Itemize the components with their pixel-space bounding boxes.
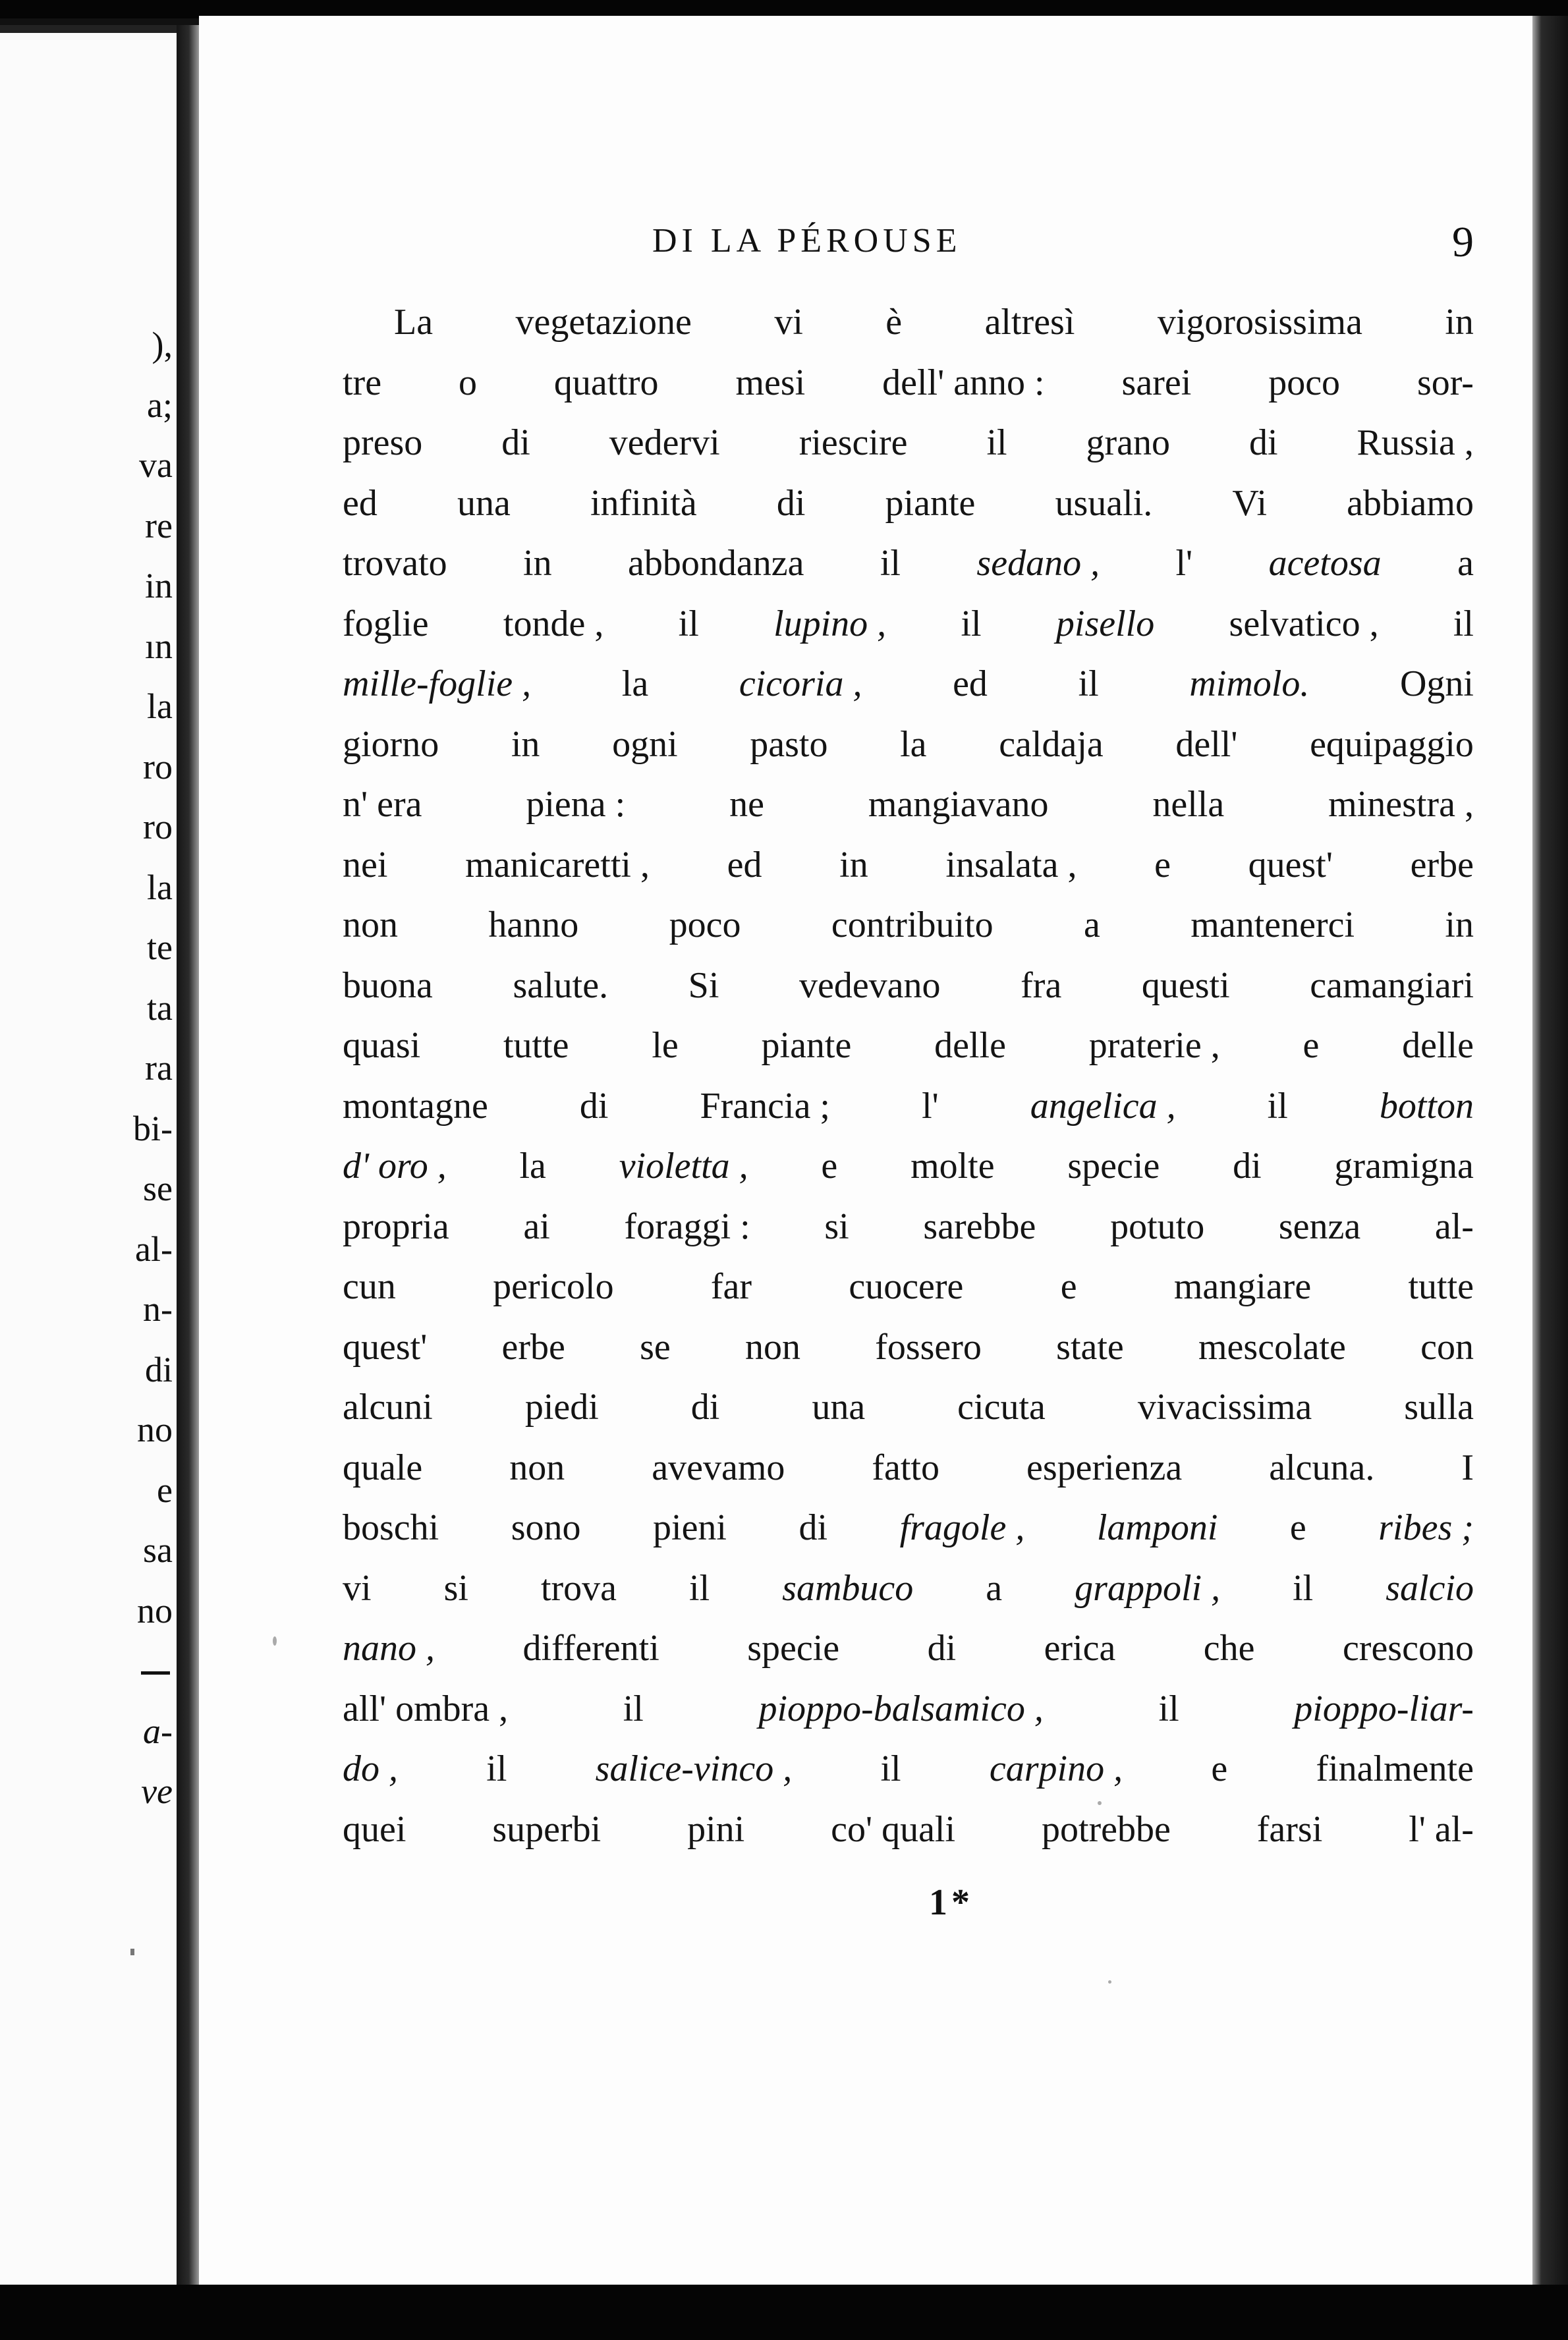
- word: a: [986, 1567, 1003, 1609]
- italic-word: cicoria ,: [739, 663, 862, 704]
- body-text: [343, 292, 1474, 1860]
- word: ne: [729, 784, 764, 825]
- italic-word: ribes ;: [1378, 1507, 1474, 1548]
- word: molte: [910, 1146, 995, 1186]
- word: l': [922, 1085, 939, 1127]
- text-line: [343, 1016, 1474, 1076]
- word: pieni: [653, 1507, 727, 1548]
- word: specie: [747, 1628, 840, 1669]
- word: e: [1211, 1748, 1228, 1789]
- italic-word: angelica ,: [1030, 1085, 1176, 1127]
- page-right-edge: [1532, 16, 1568, 2285]
- word: manicaretti ,: [465, 844, 650, 885]
- previous-page: [0, 25, 177, 2285]
- word: di: [501, 422, 530, 463]
- word: ogni: [612, 723, 678, 765]
- word: trovato: [343, 543, 447, 584]
- word: delle: [934, 1025, 1006, 1066]
- running-title: DI LA PÉROUSE: [652, 222, 962, 260]
- fragment: sa: [143, 1530, 173, 1570]
- fragment: a-: [143, 1711, 173, 1751]
- word: farsi: [1256, 1808, 1323, 1850]
- word: poco: [1268, 362, 1341, 403]
- word: altresì: [984, 302, 1075, 343]
- word: erbe: [1410, 844, 1474, 885]
- word: tonde ,: [503, 603, 604, 644]
- text-line: [343, 654, 1474, 715]
- word: superbi: [492, 1808, 602, 1850]
- word: trova: [540, 1567, 617, 1609]
- word: grano: [1086, 422, 1171, 463]
- text-line: [343, 1438, 1474, 1499]
- word: Francia ;: [700, 1085, 830, 1127]
- word: I: [1461, 1447, 1474, 1488]
- italic-word: pisello: [1055, 603, 1155, 644]
- word: il: [623, 1688, 644, 1729]
- text-line: [343, 1136, 1474, 1197]
- word: non: [744, 1326, 800, 1368]
- fragment: re: [145, 505, 173, 545]
- word: nella: [1152, 784, 1225, 825]
- word: il: [880, 1748, 901, 1789]
- word: ed: [343, 482, 378, 524]
- text-line: [343, 1559, 1474, 1619]
- italic-word: salcio: [1386, 1567, 1474, 1609]
- fragment: ),: [152, 325, 173, 364]
- fragment: ra: [145, 1048, 173, 1088]
- word: mangiare: [1173, 1266, 1312, 1307]
- word: erbe: [501, 1326, 565, 1368]
- word: il: [880, 543, 901, 584]
- word: vivacissima: [1137, 1387, 1312, 1428]
- text-line: [343, 775, 1474, 835]
- word: con: [1420, 1326, 1474, 1368]
- fragment: e: [157, 1470, 173, 1510]
- ink-speck: [273, 1636, 277, 1646]
- text-line: [343, 413, 1474, 474]
- word: tutte: [503, 1025, 569, 1066]
- word: sulla: [1404, 1387, 1474, 1428]
- text-line: [343, 353, 1474, 414]
- word: quale: [343, 1447, 423, 1488]
- word: n' era: [343, 784, 422, 825]
- text-line: [343, 1800, 1474, 1860]
- text-line: [343, 715, 1474, 775]
- word: vi: [343, 1567, 372, 1609]
- italic-word: acetosa: [1268, 543, 1382, 584]
- text-line: [343, 895, 1474, 956]
- word: che: [1203, 1628, 1255, 1669]
- word: quasi: [343, 1025, 421, 1066]
- word: di: [579, 1085, 609, 1127]
- italic-word: sambuco: [782, 1567, 914, 1609]
- word: sor-: [1416, 362, 1474, 403]
- fragment: ta: [147, 988, 173, 1028]
- word: quest': [1248, 844, 1333, 885]
- word: insalata ,: [945, 844, 1077, 885]
- word: di: [1249, 422, 1278, 463]
- word: fatto: [872, 1447, 939, 1488]
- word: e: [1154, 844, 1171, 885]
- word: alcuna.: [1269, 1447, 1375, 1488]
- word: fossero: [875, 1326, 982, 1368]
- word: fra: [1021, 964, 1062, 1006]
- word: al-: [1434, 1206, 1474, 1247]
- word: preso: [343, 422, 423, 463]
- text-line: [343, 1378, 1474, 1438]
- word: infinità: [590, 482, 697, 524]
- signature-mark: 1*: [929, 1882, 974, 1923]
- word: il: [1293, 1567, 1314, 1609]
- text-line: [343, 835, 1474, 896]
- word: pasto: [750, 723, 828, 765]
- word: ed: [953, 663, 988, 704]
- word: La: [394, 302, 434, 343]
- word: se: [640, 1326, 671, 1368]
- italic-word: grappoli ,: [1075, 1567, 1221, 1609]
- word: buona: [343, 964, 433, 1006]
- word: piedi: [524, 1387, 599, 1428]
- word: abbondanza: [628, 543, 804, 584]
- italic-word: violetta ,: [619, 1146, 748, 1186]
- ink-speck: [130, 1949, 134, 1955]
- word: quest': [343, 1326, 428, 1368]
- italic-word: carpino ,: [989, 1748, 1123, 1789]
- word: caldaja: [999, 723, 1104, 765]
- word: minestra ,: [1328, 784, 1474, 825]
- text-line: [343, 594, 1474, 655]
- word: delle: [1402, 1025, 1474, 1066]
- word: crescono: [1342, 1628, 1474, 1669]
- italic-word: pioppo-balsamico ,: [758, 1688, 1044, 1729]
- word: mescolate: [1198, 1326, 1346, 1368]
- word: alcuni: [343, 1387, 433, 1428]
- italic-word: lamponi: [1096, 1507, 1218, 1548]
- word: mesi: [735, 362, 806, 403]
- word: la: [519, 1146, 546, 1186]
- word: dell': [1175, 723, 1238, 765]
- word: il: [1453, 603, 1474, 644]
- word: co' quali: [831, 1808, 956, 1850]
- word: foglie: [343, 603, 429, 644]
- word: selvatico ,: [1229, 603, 1379, 644]
- word: si: [824, 1206, 849, 1247]
- word: il: [986, 422, 1007, 463]
- word: foraggi :: [624, 1206, 750, 1247]
- word: l': [1175, 543, 1193, 584]
- word: in: [523, 543, 552, 584]
- word: piante: [885, 482, 976, 524]
- fragment: se: [143, 1169, 173, 1208]
- text-line: [343, 1619, 1474, 1679]
- word: specie: [1067, 1146, 1160, 1186]
- footnote-rule: [94, 1641, 173, 1702]
- italic-word: nano ,: [343, 1628, 435, 1669]
- word: sarebbe: [923, 1206, 1036, 1247]
- word: poco: [669, 905, 741, 945]
- word: la: [900, 723, 927, 765]
- word: a: [1084, 905, 1100, 945]
- text-line: [343, 534, 1474, 594]
- word: a: [1457, 543, 1474, 584]
- italic-word: botton: [1379, 1085, 1474, 1127]
- fragment: in: [144, 566, 173, 605]
- word: il: [961, 603, 982, 644]
- word: una: [812, 1387, 866, 1428]
- fragment: al-: [135, 1229, 173, 1269]
- fragment: n-: [143, 1289, 173, 1329]
- page-header: [199, 217, 1474, 270]
- word: gramigna: [1334, 1146, 1474, 1186]
- word: non: [343, 905, 398, 945]
- word: e: [1302, 1025, 1320, 1066]
- fragment: bi-: [133, 1108, 173, 1148]
- word: piante: [761, 1025, 852, 1066]
- word: di: [690, 1387, 720, 1428]
- word: tre: [343, 362, 382, 403]
- word: piena :: [526, 784, 626, 825]
- word: vedevano: [798, 964, 941, 1006]
- ink-speck: [1108, 1980, 1111, 1984]
- word: riescire: [798, 422, 908, 463]
- word: vegetazione: [515, 302, 692, 343]
- word: avevamo: [652, 1447, 785, 1488]
- italic-word: fragole ,: [899, 1507, 1025, 1548]
- word: mantenerci: [1190, 905, 1355, 945]
- word: in: [839, 844, 868, 885]
- text-line: [343, 1257, 1474, 1318]
- word: Si: [688, 964, 719, 1006]
- page-number: 9: [1452, 218, 1474, 266]
- word: di: [798, 1507, 828, 1548]
- fragment: no: [137, 1410, 173, 1449]
- word: la: [621, 663, 649, 704]
- word: senza: [1278, 1206, 1361, 1247]
- word: di: [1233, 1146, 1262, 1186]
- word: giorno: [343, 723, 439, 765]
- word: erica: [1044, 1628, 1116, 1669]
- word: Vi: [1232, 482, 1268, 524]
- word: non: [509, 1447, 565, 1488]
- word: vi: [774, 302, 803, 343]
- word: vedervi: [609, 422, 720, 463]
- word: equipaggio: [1310, 723, 1474, 765]
- word: cun: [343, 1266, 396, 1307]
- word: pini: [687, 1808, 745, 1850]
- italic-word: pioppo-liar-: [1294, 1688, 1474, 1729]
- word: esperienza: [1026, 1447, 1183, 1488]
- fragment: ın: [144, 626, 173, 666]
- previous-page-top-edge: [0, 25, 177, 33]
- text-line: [343, 1197, 1474, 1258]
- fragment: a;: [147, 385, 173, 425]
- word: in: [1445, 302, 1474, 343]
- italic-word: do ,: [343, 1748, 398, 1789]
- word: nei: [343, 844, 388, 885]
- word: camangiari: [1310, 964, 1474, 1006]
- word: e: [1289, 1507, 1306, 1548]
- word: far: [710, 1266, 752, 1307]
- text-line: [343, 956, 1474, 1017]
- word: l' al-: [1409, 1808, 1474, 1850]
- word: sono: [511, 1507, 581, 1548]
- word: Russia ,: [1357, 422, 1474, 463]
- italic-word: mimolo.: [1189, 663, 1310, 704]
- text-line: [343, 1076, 1474, 1137]
- word: salute.: [513, 964, 609, 1006]
- word: il: [486, 1748, 507, 1789]
- italic-word: lupino ,: [773, 603, 887, 644]
- word: mangiavano: [868, 784, 1049, 825]
- text-line: [343, 474, 1474, 534]
- word: e: [821, 1146, 838, 1186]
- current-page: [199, 16, 1532, 2285]
- fragment: no: [137, 1590, 173, 1630]
- word: è: [885, 302, 903, 343]
- fragment: va: [139, 445, 173, 485]
- word: cuocere: [849, 1266, 964, 1307]
- word: ed: [727, 844, 762, 885]
- word: contribuito: [831, 905, 994, 945]
- word: differenti: [522, 1628, 659, 1669]
- word: di: [776, 482, 806, 524]
- word: una: [457, 482, 511, 524]
- word: sarei: [1121, 362, 1192, 403]
- italic-word: sedano ,: [976, 543, 1100, 584]
- italic-word: d' oro ,: [343, 1146, 447, 1186]
- word: il: [1267, 1085, 1288, 1127]
- word: in: [1445, 905, 1474, 945]
- word: usuali.: [1055, 482, 1153, 524]
- word: hanno: [488, 905, 579, 945]
- word: potuto: [1110, 1206, 1205, 1247]
- text-line: [343, 1739, 1474, 1800]
- word: in: [511, 723, 540, 765]
- ink-speck: [1098, 1801, 1102, 1805]
- word: abbiamo: [1347, 482, 1474, 524]
- word: ai: [523, 1206, 550, 1247]
- scan-bottom-border: [0, 2285, 1568, 2340]
- word: state: [1056, 1326, 1124, 1368]
- italic-word: mille-foglie ,: [343, 663, 532, 704]
- text-line: [343, 292, 1474, 353]
- word: montagne: [343, 1085, 488, 1127]
- fragment: ro: [143, 807, 173, 847]
- fragment: ve: [141, 1771, 173, 1811]
- word: finalmente: [1316, 1748, 1474, 1789]
- word: all' ombra ,: [343, 1688, 509, 1729]
- word: il: [689, 1567, 710, 1609]
- word: potrebbe: [1041, 1808, 1171, 1850]
- word: quei: [343, 1808, 406, 1850]
- word: quattro: [553, 362, 659, 403]
- word: propria: [343, 1206, 449, 1247]
- book-gutter: [177, 25, 199, 2285]
- text-line: [343, 1679, 1474, 1740]
- word: vigorosissima: [1157, 302, 1362, 343]
- word: il: [678, 603, 699, 644]
- word: praterie ,: [1088, 1025, 1220, 1066]
- text-line: [343, 1498, 1474, 1559]
- fragment: di: [144, 1349, 173, 1389]
- word: o: [458, 362, 477, 403]
- word: cicuta: [957, 1387, 1046, 1428]
- fragment: ro: [143, 746, 173, 787]
- fragment: la: [147, 867, 173, 907]
- previous-page-line-fragments: [94, 315, 173, 1822]
- word: si: [443, 1567, 468, 1609]
- word: boschi: [343, 1507, 439, 1548]
- word: tutte: [1408, 1266, 1474, 1307]
- italic-word: salice-vinco ,: [595, 1748, 793, 1789]
- word: il: [1158, 1688, 1179, 1729]
- word: e: [1060, 1266, 1077, 1307]
- word: dell' anno :: [882, 362, 1045, 403]
- word: pericolo: [493, 1266, 614, 1307]
- fragment: la: [147, 686, 173, 726]
- text-line: [343, 1318, 1474, 1378]
- word: le: [652, 1025, 679, 1066]
- word: di: [927, 1628, 957, 1669]
- word: Ogni: [1399, 663, 1474, 704]
- fragment: te: [147, 928, 173, 967]
- word: il: [1078, 663, 1099, 704]
- word: questi: [1141, 964, 1230, 1006]
